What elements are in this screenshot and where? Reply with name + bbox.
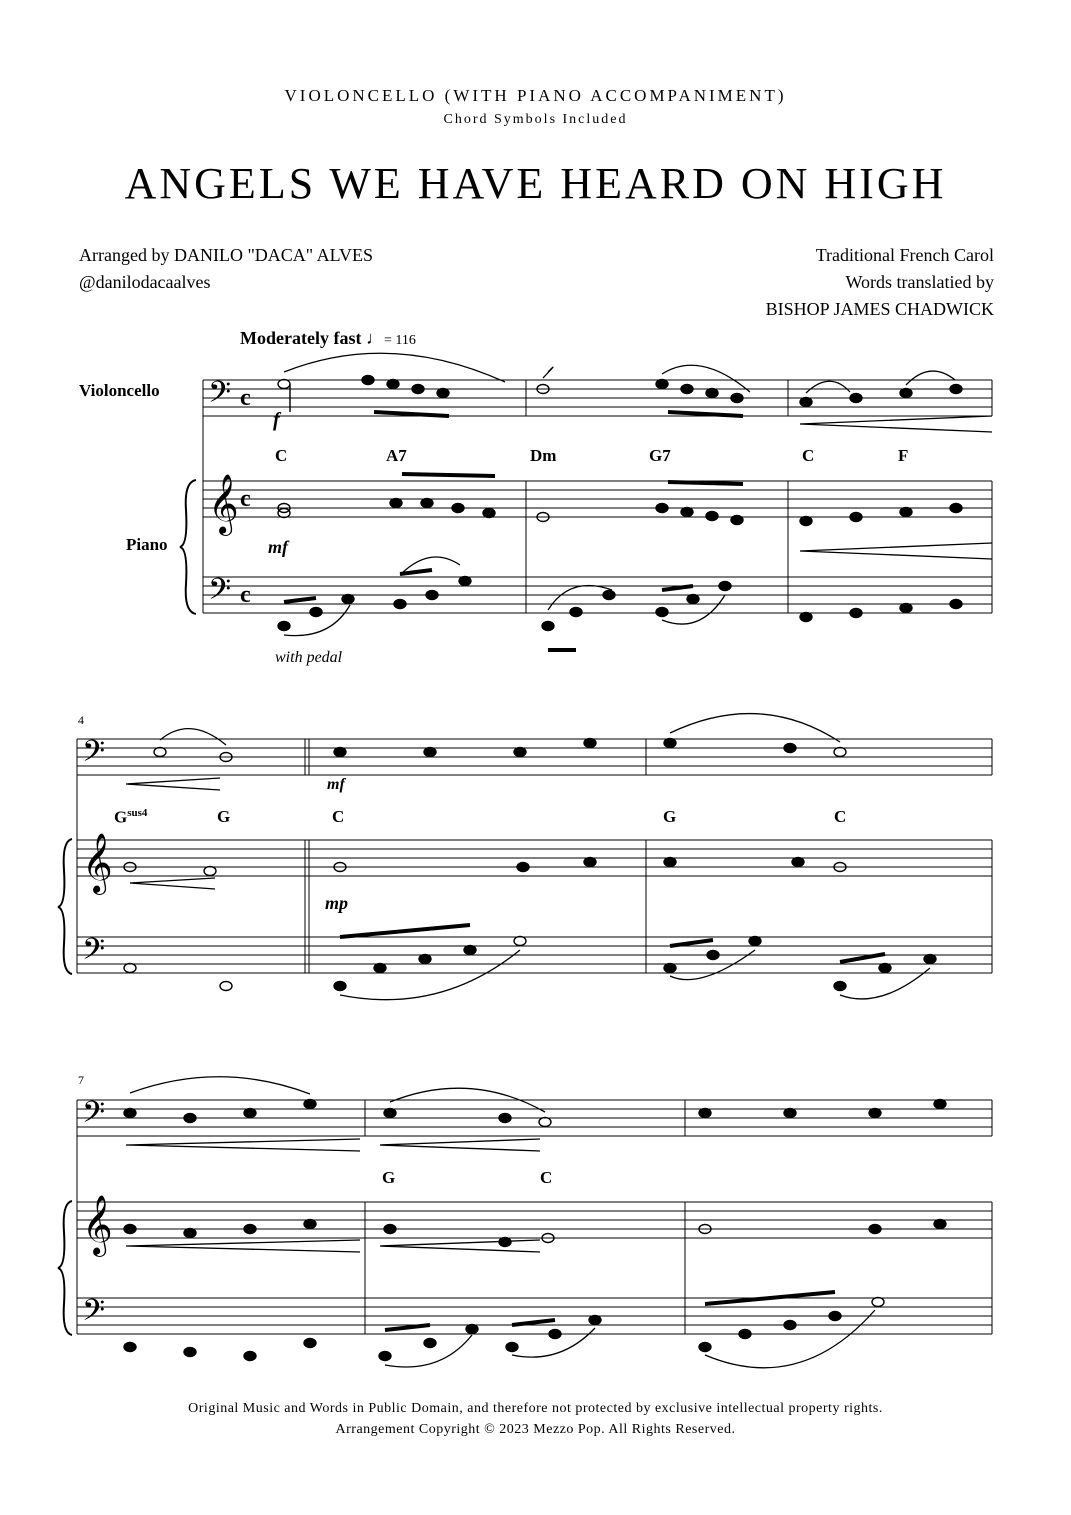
note bbox=[424, 1339, 436, 1348]
chord-symbol: A7 bbox=[386, 446, 407, 465]
pedal-instruction: with pedal bbox=[275, 649, 343, 666]
note bbox=[800, 613, 812, 622]
slur bbox=[670, 714, 840, 742]
note bbox=[514, 937, 526, 946]
piano-treble-staff-2 bbox=[77, 840, 992, 876]
piano-brace-icon bbox=[58, 1201, 72, 1335]
note bbox=[124, 1225, 136, 1234]
note bbox=[437, 389, 449, 398]
note bbox=[850, 609, 862, 618]
notes bbox=[124, 376, 962, 1361]
note bbox=[384, 1225, 396, 1234]
note bbox=[517, 863, 529, 872]
note bbox=[950, 385, 962, 394]
chord-symbol: C bbox=[834, 807, 847, 826]
cello-label: Violoncello bbox=[79, 381, 160, 400]
bass-clef-icon: 𝄢 bbox=[82, 933, 106, 973]
note bbox=[244, 1109, 256, 1118]
arranger-name: Arranged by DANILO "DACA" ALVES bbox=[79, 245, 374, 265]
origin-credit: Traditional French Carol bbox=[815, 245, 994, 265]
bass-clef-icon: 𝄢 bbox=[82, 1294, 106, 1334]
note bbox=[419, 955, 431, 964]
slur bbox=[548, 586, 612, 611]
note bbox=[872, 1298, 884, 1307]
copyright-notice: Arrangement Copyright © 2023 Mezzo Pop. All Rights Reserved. bbox=[335, 1422, 736, 1437]
note bbox=[784, 744, 796, 753]
note bbox=[184, 1229, 196, 1238]
bass-clef-icon: 𝄢 bbox=[82, 1096, 106, 1136]
piano-bass-staff-3 bbox=[77, 1298, 992, 1334]
note bbox=[379, 1352, 391, 1361]
note bbox=[792, 858, 804, 867]
note bbox=[570, 608, 582, 617]
note bbox=[834, 982, 846, 991]
note bbox=[731, 394, 743, 403]
note bbox=[483, 509, 495, 518]
note bbox=[900, 604, 912, 613]
note bbox=[800, 517, 812, 526]
note bbox=[204, 867, 216, 876]
quarter-note-icon: ♩ bbox=[365, 328, 384, 348]
note bbox=[869, 1109, 881, 1118]
decrescendo-hairpin bbox=[130, 878, 215, 889]
note bbox=[124, 964, 136, 973]
crescendo-hairpin bbox=[126, 1139, 360, 1151]
chord-symbol: G bbox=[217, 807, 231, 826]
note bbox=[310, 608, 322, 617]
note bbox=[394, 600, 406, 609]
note bbox=[278, 380, 290, 389]
decrescendo-hairpin bbox=[380, 1240, 540, 1252]
words-label: Words translatied by bbox=[845, 272, 994, 292]
note bbox=[124, 1109, 136, 1118]
slur bbox=[806, 381, 850, 393]
note bbox=[656, 380, 668, 389]
note bbox=[584, 858, 596, 867]
bass-clef-icon: 𝄢 bbox=[82, 735, 106, 775]
note bbox=[362, 376, 374, 385]
note bbox=[699, 1343, 711, 1352]
note bbox=[387, 380, 399, 389]
dynamic-marking: mf bbox=[327, 776, 345, 793]
chord-symbol: C bbox=[275, 446, 288, 465]
slur bbox=[906, 371, 955, 385]
slur bbox=[662, 365, 750, 392]
chord-symbol: G7 bbox=[649, 446, 671, 465]
note bbox=[699, 1109, 711, 1118]
note bbox=[879, 964, 891, 973]
note bbox=[900, 508, 912, 517]
cello-staff-3 bbox=[77, 1100, 992, 1136]
chord-symbol: C bbox=[540, 1168, 553, 1187]
note bbox=[539, 1118, 551, 1127]
note bbox=[784, 1321, 796, 1330]
decrescendo-hairpin bbox=[126, 778, 220, 790]
note bbox=[706, 512, 718, 521]
note bbox=[869, 1225, 881, 1234]
note bbox=[124, 1343, 136, 1352]
bass-clef-icon: 𝄢 bbox=[208, 376, 232, 416]
crescendo-hairpin bbox=[126, 1240, 360, 1252]
tempo-text: Moderately fast bbox=[240, 328, 362, 348]
note bbox=[950, 600, 962, 609]
tempo-bpm: = 116 bbox=[383, 333, 416, 348]
note bbox=[426, 591, 438, 600]
cello-staff-2 bbox=[77, 739, 992, 775]
chord-symbol: F bbox=[898, 446, 909, 465]
note bbox=[184, 1114, 196, 1123]
note bbox=[749, 937, 761, 946]
note bbox=[334, 748, 346, 757]
bass-clef-icon: 𝄢 bbox=[208, 573, 232, 613]
chord-symbols-note: Chord Symbols Included bbox=[443, 112, 628, 127]
crescendo-hairpin bbox=[800, 416, 992, 432]
note bbox=[154, 748, 166, 757]
treble-clef-icon: 𝄞 bbox=[82, 1197, 113, 1254]
note bbox=[412, 385, 424, 394]
beams bbox=[284, 412, 885, 1330]
note bbox=[706, 389, 718, 398]
dynamic-marking: f bbox=[273, 409, 280, 431]
measure-number: 4 bbox=[78, 713, 84, 727]
note bbox=[681, 508, 693, 517]
note bbox=[656, 608, 668, 617]
crescendo-hairpin bbox=[800, 543, 992, 559]
note bbox=[656, 504, 668, 513]
note bbox=[390, 499, 402, 508]
chord-symbol: C bbox=[802, 446, 815, 465]
note bbox=[707, 951, 719, 960]
dynamic-marking: mf bbox=[268, 537, 288, 557]
note bbox=[421, 499, 433, 508]
instrument-subtitle: VIOLONCELLO (WITH PIANO ACCOMPANIMENT) bbox=[284, 86, 787, 105]
note bbox=[424, 748, 436, 757]
treble-clef-icon: 𝄞 bbox=[208, 476, 239, 533]
note bbox=[950, 504, 962, 513]
chord-symbol: Dm bbox=[530, 446, 557, 465]
note bbox=[900, 389, 912, 398]
chord-symbol: C bbox=[332, 807, 345, 826]
page-title: ANGELS WE HAVE HEARD ON HIGH bbox=[124, 159, 947, 208]
slur bbox=[543, 367, 553, 378]
note bbox=[220, 982, 232, 991]
note bbox=[334, 982, 346, 991]
copyright-footer bbox=[0, 1398, 1071, 1440]
note bbox=[542, 622, 554, 631]
piano-bass-staff-2 bbox=[77, 937, 992, 973]
note bbox=[739, 1330, 751, 1339]
common-time-icon: c bbox=[240, 486, 251, 512]
common-time-icon: c bbox=[240, 582, 251, 608]
piano-brace-icon bbox=[180, 480, 196, 614]
note bbox=[719, 582, 731, 591]
slurs-and-hairpins bbox=[126, 353, 992, 1368]
chord-symbol: G bbox=[663, 807, 677, 826]
slur bbox=[705, 1310, 875, 1368]
note bbox=[800, 398, 812, 407]
piano-brace-icon bbox=[58, 839, 72, 974]
note bbox=[934, 1100, 946, 1109]
note bbox=[464, 946, 476, 955]
note bbox=[466, 1325, 478, 1334]
note bbox=[304, 1339, 316, 1348]
note bbox=[584, 739, 596, 748]
note bbox=[452, 504, 464, 513]
note bbox=[934, 1220, 946, 1229]
clefs bbox=[82, 376, 251, 1334]
system-3 bbox=[58, 1100, 992, 1335]
note bbox=[499, 1114, 511, 1123]
arranger-handle: @danilodacaalves bbox=[79, 272, 211, 292]
piano-label: Piano bbox=[126, 535, 168, 554]
public-domain-notice: Original Music and Words in Public Domain, and therefore not protected by exclusive intellectual property rights. bbox=[188, 1401, 883, 1416]
piano-treble-staff-1 bbox=[203, 481, 992, 517]
note bbox=[459, 577, 471, 586]
note bbox=[589, 1316, 601, 1325]
note bbox=[664, 739, 676, 748]
dynamic-marking: mp bbox=[325, 893, 349, 913]
note bbox=[549, 1330, 561, 1339]
note bbox=[374, 964, 386, 973]
chord-suffix: sus4 bbox=[127, 807, 148, 819]
note bbox=[829, 1312, 841, 1321]
decrescendo-hairpin bbox=[380, 1139, 540, 1151]
note bbox=[184, 1348, 196, 1357]
note bbox=[506, 1343, 518, 1352]
slur bbox=[130, 1077, 310, 1094]
treble-clef-icon: 𝄞 bbox=[82, 835, 113, 892]
slur bbox=[160, 729, 226, 745]
note bbox=[834, 748, 846, 757]
chord-symbol: G bbox=[382, 1168, 396, 1187]
note bbox=[384, 1109, 396, 1118]
note bbox=[603, 591, 615, 600]
piano-treble-staff-3 bbox=[77, 1202, 992, 1238]
measure-number: 7 bbox=[78, 1073, 84, 1087]
note bbox=[514, 748, 526, 757]
note bbox=[784, 1109, 796, 1118]
note bbox=[850, 394, 862, 403]
cello-staff-1 bbox=[203, 380, 992, 416]
note bbox=[924, 955, 936, 964]
slur bbox=[284, 353, 505, 382]
note bbox=[850, 513, 862, 522]
note bbox=[304, 1220, 316, 1229]
chord-symbol: $G^{sus4}$ bbox=[114, 807, 148, 827]
piano-bass-staff-1 bbox=[203, 577, 992, 613]
common-time-icon: c bbox=[240, 385, 251, 411]
note bbox=[664, 964, 676, 973]
note bbox=[278, 622, 290, 631]
note bbox=[664, 858, 676, 867]
note bbox=[244, 1352, 256, 1361]
note bbox=[687, 595, 699, 604]
note bbox=[304, 1100, 316, 1109]
translator-name: BISHOP JAMES CHADWICK bbox=[765, 299, 994, 319]
note bbox=[244, 1225, 256, 1234]
note bbox=[342, 595, 354, 604]
system-1 bbox=[180, 380, 992, 614]
note bbox=[681, 385, 693, 394]
note bbox=[731, 516, 743, 525]
